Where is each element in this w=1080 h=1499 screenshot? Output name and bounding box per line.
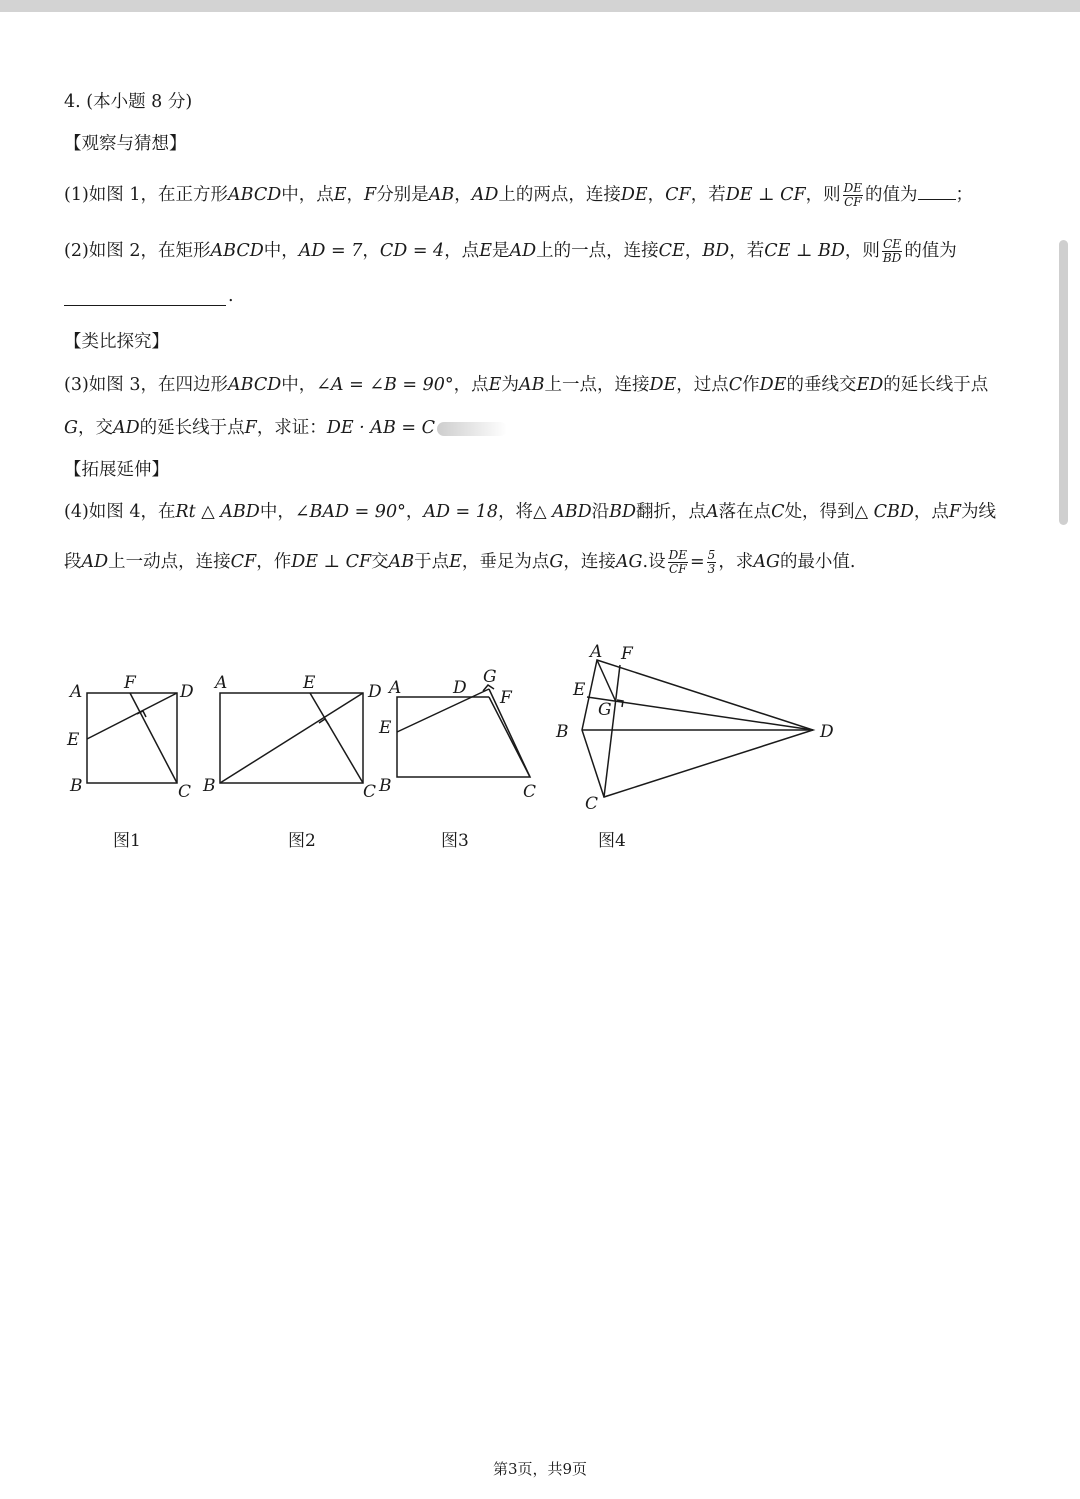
obscured-text <box>437 422 507 436</box>
question-4-line1: (4)如图 4，在Rt △ ABD中，∠BAD = 90°，AD = 18，将△ ABD沿BD翻折，点A落在点C处，得到△ CBD，点F为线 <box>64 502 997 522</box>
fig2-label-C: C <box>363 782 377 802</box>
caption-fig3: 图3 <box>441 831 469 851</box>
fraction-ce-bd: $\frac{CE}{BD}$ <box>882 237 902 265</box>
fig1-label-E: E <box>67 730 80 750</box>
fig4-label-A: A <box>590 642 603 662</box>
question-3-line2: G，交AD的延长线于点F，求证：DE · AB = C <box>64 416 507 440</box>
figure-2 <box>220 693 363 783</box>
fig2-label-B: B <box>203 776 216 796</box>
scrollbar-thumb[interactable] <box>1059 240 1068 525</box>
top-bar <box>0 0 1080 12</box>
section-observe: 【观察与猜想】 <box>64 134 187 154</box>
figure-1 <box>87 693 177 783</box>
fig1-label-D: D <box>180 682 194 702</box>
question-title: 4. (本小题 8 分) <box>64 92 193 112</box>
fig1-label-F: F <box>124 673 136 693</box>
fig4-label-E: E <box>573 680 586 700</box>
fig3-label-A: A <box>389 678 402 698</box>
answer-blank-1 <box>918 183 956 200</box>
figure-4 <box>582 660 813 797</box>
fig4-label-B: B <box>556 722 569 742</box>
caption-fig2: 图2 <box>288 831 316 851</box>
fig1-label-B: B <box>70 776 83 796</box>
fig3-label-B: B <box>379 776 392 796</box>
answer-blank-2 <box>64 305 226 306</box>
fig3-label-C: C <box>523 782 537 802</box>
section-analogy: 【类比探究】 <box>64 332 169 352</box>
section-extend: 【拓展延伸】 <box>64 460 169 480</box>
fig4-label-C: C <box>585 794 599 814</box>
page-footer: 第3页，共9页 <box>492 1460 588 1478</box>
fig2-label-A: A <box>215 673 228 693</box>
answer-blank-2-period: . <box>228 286 234 306</box>
caption-fig1: 图1 <box>113 831 141 851</box>
caption-fig4: 图4 <box>598 831 626 851</box>
fig3-label-G: G <box>483 667 497 687</box>
question-3-line1: (3)如图 3，在四边形ABCD中，∠A = ∠B = 90°，点E为AB上一点，连接DE，过点C作DE的垂线交ED的延长线于点 <box>64 375 989 395</box>
fig1-label-A: A <box>70 682 83 702</box>
question-2: (2)如图 2，在矩形ABCD中，AD = 7，CD = 4，点E是AD上的一点，连接CE，BD，若CE ⊥ BD，则 $\frac{CE}{BD}$ 的值为 <box>64 237 957 265</box>
fig3-label-D: D <box>453 678 467 698</box>
fig4-label-F: F <box>621 644 633 664</box>
fig4-label-D: D <box>820 722 834 742</box>
fraction-5-3: $\frac{5}{3}$ <box>707 548 716 576</box>
fig1-label-C: C <box>178 782 192 802</box>
fig2-label-E: E <box>303 673 316 693</box>
question-1: (1)如图 1，在正方形ABCD中，点E，F分别是AB，AD上的两点，连接DE，CF，若DE ⊥ CF，则 $\frac{DE}{CF}$ 的值为 ； <box>64 181 974 209</box>
fig4-label-G: G <box>598 700 612 720</box>
geometry-figures <box>55 625 855 825</box>
fig3-label-F: F <box>500 688 512 708</box>
fig2-label-D: D <box>368 682 382 702</box>
question-4-line2: 段AD上一动点，连接CF，作DE ⊥ CF交AB于点E，垂足为点G，连接AG.设 $\frac{DE}{CF}$ = $\frac{5}{3}$ ，求AG的最小值. <box>64 548 856 576</box>
fig3-label-E: E <box>379 718 392 738</box>
fraction-de-cf-2: $\frac{DE}{CF}$ <box>668 548 687 576</box>
fraction-de-cf: $\frac{DE}{CF}$ <box>843 181 863 209</box>
